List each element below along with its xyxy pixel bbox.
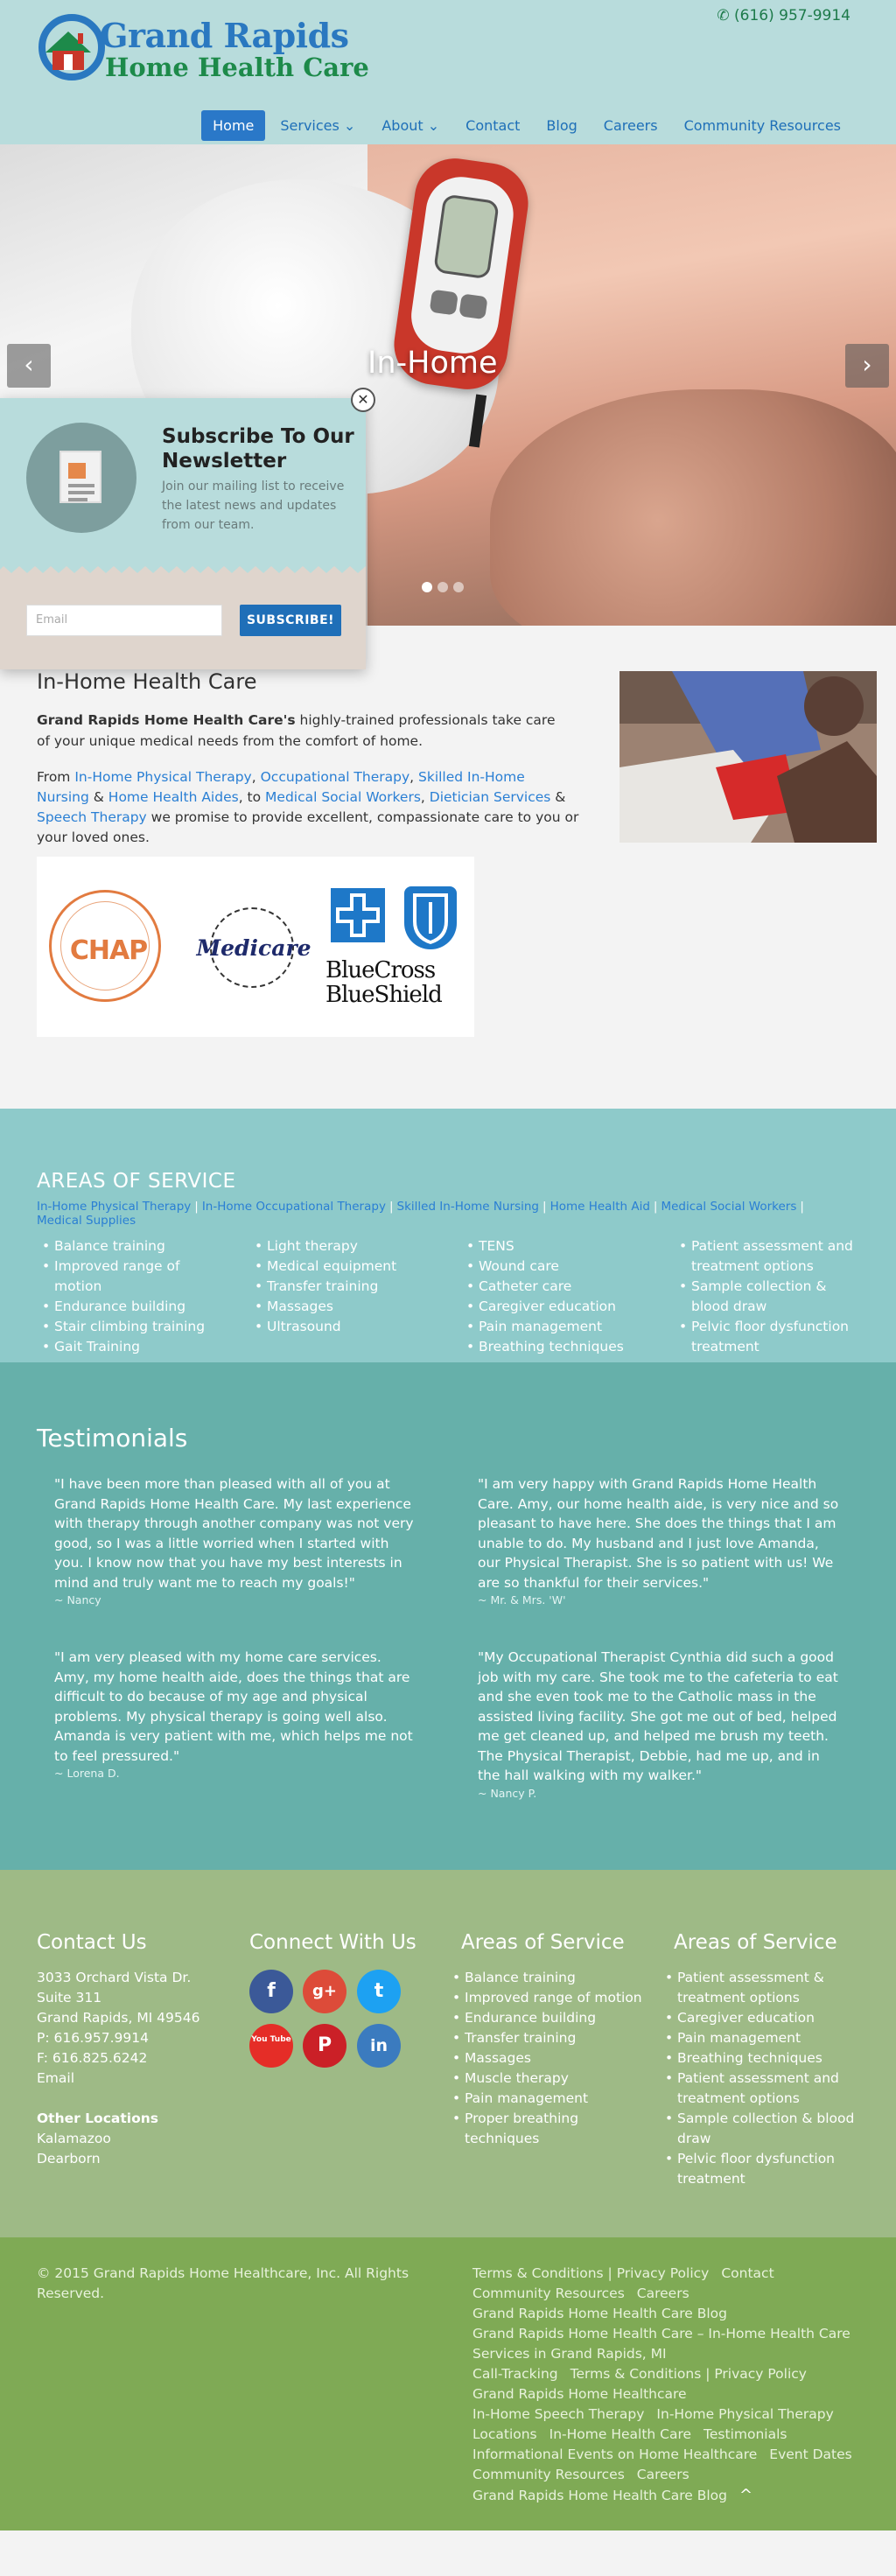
nav-blog[interactable]: Blog	[546, 117, 578, 134]
meter-button-right	[458, 293, 487, 319]
chap-logo	[49, 890, 161, 1002]
testimonial	[54, 1474, 420, 1608]
area-link[interactable]: Skilled In-Home Nursing	[396, 1200, 539, 1214]
list-item: • Massages	[451, 2048, 643, 2068]
intro-text: , to	[238, 789, 266, 805]
area-link[interactable]: In-Home Occupational Therapy	[201, 1200, 386, 1214]
bottom-link[interactable]: In-Home Speech Therapy	[472, 2406, 645, 2422]
bottom-link-row	[472, 2324, 875, 2364]
slider-dots	[422, 582, 464, 592]
list-item: • Pain management	[451, 2089, 643, 2109]
intro-section	[0, 626, 896, 1109]
link-skilled-nursing[interactable]: Skilled In-Home Nursing	[37, 769, 525, 805]
bottom-link[interactable]: Event Dates	[769, 2446, 852, 2462]
list-item: • Transfer training	[451, 2028, 643, 2048]
intro-brand: Grand Rapids Home Health Care's	[37, 712, 296, 728]
phone-icon: ✆	[717, 7, 735, 24]
bottom-link[interactable]: In-Home Health Care	[549, 2426, 692, 2442]
bcbs-line-2: BlueShield	[326, 982, 442, 1008]
main-nav	[201, 110, 852, 141]
area-link[interactable]: Home Health Aid	[550, 1200, 650, 1214]
twitter-icon[interactable]: t	[357, 1970, 401, 2013]
bottom-link[interactable]: Contact	[721, 2265, 774, 2281]
testimonial	[478, 1474, 844, 1608]
nav-careers[interactable]: Careers	[603, 117, 658, 134]
meter-button-left	[430, 290, 458, 316]
link-speech-therapy[interactable]: Speech Therapy	[37, 809, 147, 825]
contact-email-link[interactable]: Email	[37, 2070, 75, 2086]
bcbs-line-1: BlueCross	[326, 957, 436, 984]
contact-info	[37, 1968, 200, 2169]
youtube-icon[interactable]: You Tube	[249, 2024, 293, 2068]
testimonials-section	[0, 1362, 896, 1870]
areas-column-4	[674, 1236, 866, 1357]
list-item: • Catheter care	[461, 1277, 654, 1297]
bottom-link[interactable]: Informational Events on Home Healthcare	[472, 2446, 758, 2462]
list-item: • Caregiver education	[663, 2008, 856, 2028]
areas-column-1	[37, 1236, 229, 1357]
list-item: • Ultrasound	[249, 1317, 442, 1337]
bottom-link[interactable]: Community Resources	[472, 2286, 625, 2301]
footer-areas-heading-2: Areas of Service	[674, 1931, 837, 1954]
intro-text: ,	[420, 789, 430, 805]
bottom-link[interactable]: Call-Tracking	[472, 2366, 558, 2382]
address-line-3: Grand Rapids, MI 49546	[37, 2010, 200, 2026]
bottom-link[interactable]: Grand Rapids Home Health Care – In-Home Health Care Services in Grand Rapids, MI	[472, 2326, 850, 2362]
bottom-link[interactable]: Locations	[472, 2426, 537, 2442]
testimonials-heading: Testimonials	[37, 1424, 188, 1452]
medicare-logo	[192, 907, 315, 988]
bottom-link-row	[472, 2425, 875, 2445]
scroll-to-top-icon[interactable]: ^	[739, 2486, 753, 2504]
testimonial-author: ~ Mr. & Mrs. 'W'	[478, 1593, 566, 1606]
slider-dot-2[interactable]	[438, 582, 448, 592]
bottom-links	[472, 2264, 875, 2506]
list-item: • Improved range of motion	[451, 1988, 643, 2008]
bottom-link[interactable]: Terms & Conditions | Privacy Policy	[570, 2366, 807, 2382]
list-item: • Balance training	[451, 1968, 643, 1988]
phone-number: (616) 957-9914	[734, 7, 850, 24]
list-item: • Caregiver education	[461, 1297, 654, 1317]
bottom-link[interactable]: Careers	[636, 2467, 690, 2482]
link-medical-social-workers[interactable]: Medical Social Workers	[265, 789, 421, 805]
bottom-link-row	[472, 2445, 875, 2465]
list-item: • Breathing techniques	[663, 2048, 856, 2068]
nav-community-resources[interactable]: Community Resources	[683, 117, 841, 134]
newsletter-document-icon	[26, 423, 136, 533]
site-header	[0, 0, 896, 144]
areas-column-2	[249, 1236, 442, 1337]
link-home-health-aides[interactable]: Home Health Aides	[108, 789, 239, 805]
location-dearborn[interactable]: Dearborn	[37, 2151, 101, 2166]
google-plus-icon[interactable]: g+	[303, 1970, 346, 2013]
areas-of-service-section	[0, 1109, 896, 1362]
blue-cross-icon	[331, 888, 385, 942]
facebook-icon[interactable]: f	[249, 1970, 293, 2013]
document-graphic	[60, 451, 102, 503]
bottom-link[interactable]: Testimonials	[704, 2426, 788, 2442]
testimonial	[54, 1648, 420, 1782]
list-item: • Light therapy	[249, 1236, 442, 1256]
list-item: • Wound care	[461, 1256, 654, 1277]
house-logo-icon	[37, 12, 105, 86]
list-item: • Proper breathing techniques	[451, 2109, 643, 2149]
list-item: • Pelvic floor dysfunction treatment	[663, 2149, 856, 2189]
areas-heading: AREAS OF SERVICE	[37, 1170, 236, 1193]
hero-title: In-Home	[368, 346, 498, 381]
nav-services-label: Services	[280, 117, 340, 134]
intro-text: &	[550, 789, 566, 805]
footer-areas-list-2	[663, 1968, 856, 2189]
popup-zigzag-divider	[0, 563, 366, 577]
slider-dot-3[interactable]	[453, 582, 464, 592]
list-item: • Balance training	[37, 1236, 229, 1256]
testimonial-text: "I am very happy with Grand Rapids Home Health Care. Amy, our home health aide, is very nice and so pleasant to have here. She does the things that I am unable to do. My husband and I just love Amanda, our Physical Therapist. She is so patient with us! We are so thankful for their services."	[478, 1476, 839, 1591]
bottom-link-row	[472, 2304, 875, 2324]
testimonial-text: "I am very pleased with my home care services. Amy, my home health aide, does the things that are difficult to do because of my age and physical problems. My physical therapy is going well also. Amanda is very patient with me, which helps me not to feel pressured."	[54, 1649, 413, 1764]
list-item: • Pelvic floor dysfunction treatment	[674, 1317, 866, 1357]
newsletter-popup	[0, 391, 369, 669]
area-link[interactable]: In-Home Physical Therapy	[37, 1200, 192, 1214]
footer-areas-heading-1: Areas of Service	[461, 1931, 625, 1954]
intro-text: ,	[251, 769, 261, 785]
nav-about[interactable]	[370, 110, 451, 141]
link-occupational-therapy[interactable]: Occupational Therapy	[260, 769, 410, 785]
testimonial-text: "I have been more than pleased with all of you at Grand Rapids Home Health Care. My last experience with therapy through another company was not very good, so I was a little worried when I started with you. I know now that you have my best interests in mind and truly want me to reach my goals!"	[54, 1476, 414, 1591]
testimonial-author: ~ Lorena D.	[54, 1767, 120, 1780]
chap-logo-text: CHAP	[69, 935, 148, 966]
intro-paragraph-1	[37, 710, 570, 752]
list-item: • Breathing techniques	[461, 1337, 654, 1357]
caregiver-photo	[620, 671, 877, 843]
bottom-link-row	[472, 2485, 875, 2506]
bottom-link[interactable]: Grand Rapids Home Health Care Blog	[472, 2306, 727, 2321]
contact-heading: Contact Us	[37, 1931, 147, 1954]
bottom-bar	[0, 2237, 896, 2530]
list-item: • Endurance building	[37, 1297, 229, 1317]
contact-fax: F: 616.825.6242	[37, 2050, 148, 2066]
bottom-link-row	[472, 2384, 875, 2404]
site-footer	[0, 1870, 896, 2237]
testimonial-author: ~ Nancy	[54, 1593, 102, 1606]
list-item: • Sample collection & blood draw	[674, 1277, 866, 1317]
link-dietician-services[interactable]: Dietician Services	[429, 789, 551, 805]
chevron-down-icon: ⌄	[423, 117, 440, 134]
copyright: © 2015 Grand Rapids Home Healthcare, Inc. All Rights Reserved.	[37, 2265, 410, 2301]
pinterest-icon[interactable]: P	[303, 2024, 346, 2068]
bottom-link-row	[472, 2404, 875, 2425]
site-logo[interactable]	[37, 12, 369, 82]
list-item: • Gait Training	[37, 1337, 229, 1357]
document-photo-block	[68, 463, 86, 479]
connect-heading: Connect With Us	[249, 1931, 416, 1954]
areas-service-links: In-Home Physical Therapy | In-Home Occupational Therapy | Skilled In-Home Nursing | Home Health Aid | Medical Social Workers | Medical Supplies	[37, 1200, 804, 1228]
intro-p1-text: highly-trained professionals take care of your unique medical needs from the comfort of home.	[37, 712, 556, 749]
contact-phone[interactable]: P: 616.957.9914	[37, 2030, 149, 2046]
slider-prev-arrow-icon[interactable]: ‹	[7, 344, 51, 388]
slider-dot-1[interactable]	[422, 582, 432, 592]
popup-description: Join our mailing list to receive the latest news and updates from our team.	[162, 480, 345, 532]
list-item: • Sample collection & blood draw	[663, 2109, 856, 2149]
bottom-link[interactable]: In-Home Physical Therapy	[656, 2406, 834, 2422]
list-item: • Stair climbing training	[37, 1317, 229, 1337]
bottom-link-row	[472, 2465, 875, 2485]
testimonial	[478, 1648, 844, 1802]
bottom-link[interactable]: Community Resources	[472, 2467, 625, 2482]
meter-face	[407, 172, 518, 358]
chap-ring	[60, 901, 150, 990]
intro-paragraph-2	[37, 767, 579, 848]
list-item: • Medical equipment	[249, 1256, 442, 1277]
accreditation-logos	[37, 857, 474, 1037]
meter-screen	[433, 193, 500, 279]
area-link[interactable]: Medical Supplies	[37, 1214, 136, 1228]
bottom-link-row	[472, 2264, 875, 2284]
document-line	[68, 484, 94, 487]
intro-text: ,	[410, 769, 418, 785]
document-line	[68, 491, 94, 494]
intro-text: we promise to provide excellent, compassionate care to you or your loved ones.	[37, 809, 579, 845]
areas-column-3	[461, 1236, 654, 1357]
area-link[interactable]: Medical Social Workers	[661, 1200, 797, 1214]
list-item: • Pain management	[663, 2028, 856, 2048]
list-item: • Pain management	[461, 1317, 654, 1337]
blue-shield-icon	[404, 886, 457, 949]
nav-home[interactable]: Home	[201, 110, 265, 141]
logo-text-bottom: Home Health Care	[105, 52, 369, 82]
logo-text-top: Grand Rapids	[100, 16, 349, 55]
other-locations-heading: Other Locations	[37, 2110, 158, 2126]
medicare-logo-text: Medicare	[196, 935, 312, 961]
linkedin-icon[interactable]: in	[357, 2024, 401, 2068]
nav-about-label: About	[382, 117, 424, 134]
list-item: • Transfer training	[249, 1277, 442, 1297]
intro-heading: In-Home Health Care	[37, 669, 257, 694]
list-item: • Endurance building	[451, 2008, 643, 2028]
chevron-down-icon: ⌄	[339, 117, 356, 134]
link-physical-therapy[interactable]: In-Home Physical Therapy	[74, 769, 252, 785]
location-kalamazoo[interactable]: Kalamazoo	[37, 2131, 111, 2146]
footer-areas-list-1	[451, 1968, 643, 2149]
list-item: • Patient assessment & treatment options	[663, 1968, 856, 2008]
document-line	[68, 498, 88, 501]
caregiver-photo-art	[620, 671, 877, 843]
list-item: • Massages	[249, 1297, 442, 1317]
nav-services[interactable]	[269, 110, 367, 141]
intro-text: &	[88, 789, 108, 805]
bottom-link-row	[472, 2284, 875, 2304]
bottom-link[interactable]: Grand Rapids Home Healthcare	[472, 2386, 687, 2402]
list-item: • Improved range of motion	[37, 1256, 229, 1297]
address-line-1: 3033 Orchard Vista Dr.	[37, 1970, 192, 1985]
bottom-link[interactable]: Grand Rapids Home Health Care Blog	[472, 2488, 727, 2503]
header-phone[interactable]	[717, 7, 850, 24]
popup-title: Subscribe To Our Newsletter	[162, 425, 354, 472]
testimonial-author: ~ Nancy P.	[478, 1786, 537, 1800]
address-line-2: Suite 311	[37, 1990, 102, 2006]
bottom-link[interactable]: Terms & Conditions | Privacy Policy	[472, 2265, 710, 2281]
list-item: • TENS	[461, 1236, 654, 1256]
slider-next-arrow-icon[interactable]: ›	[845, 344, 889, 388]
bcbs-logo-text	[326, 958, 466, 1007]
newsletter-email-input[interactable]: Email	[26, 605, 222, 636]
nav-contact[interactable]: Contact	[466, 117, 521, 134]
testimonial-text: "My Occupational Therapist Cynthia did such a good job with my care. She took me to the cafeteria to eat and she even took me to the Catholic mass in the assisted living facility. She got me out of bed, helped me get cleaned up, and helped me brush my teeth. The Physical Therapist, Debbie, had me up, and in the hall walking with my walker."	[478, 1649, 838, 1783]
list-item: • Patient assessment and treatment options	[663, 2068, 856, 2109]
subscribe-button[interactable]: SUBSCRIBE!	[240, 605, 341, 636]
popup-close-icon[interactable]: ✕	[351, 388, 375, 412]
bottom-link-row	[472, 2364, 875, 2384]
bottom-link[interactable]: Careers	[636, 2286, 690, 2301]
list-item: • Muscle therapy	[451, 2068, 643, 2089]
intro-text: From	[37, 769, 75, 785]
list-item: • Patient assessment and treatment options	[674, 1236, 866, 1277]
